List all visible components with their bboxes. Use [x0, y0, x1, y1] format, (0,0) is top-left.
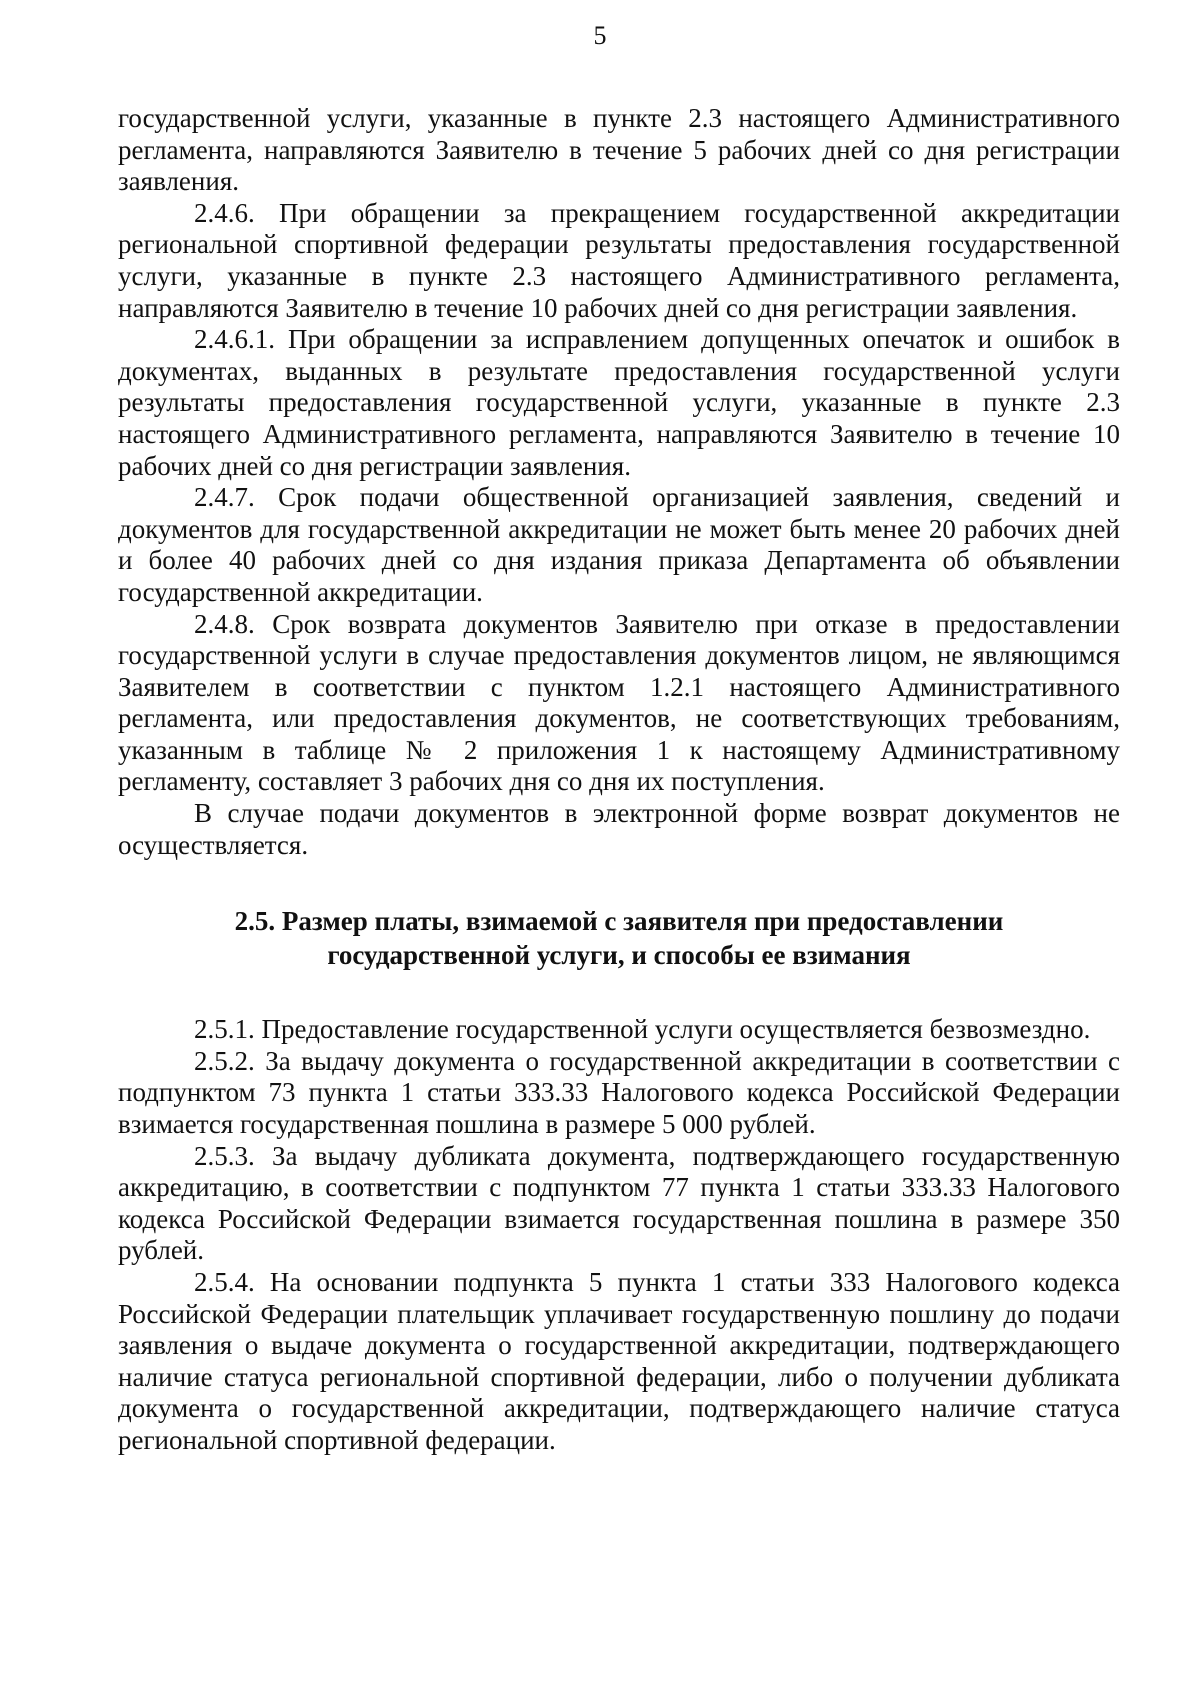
paragraph-2-4-6-1: 2.4.6.1. При обращении за исправлением допущенных опечаток и ошибок в документах, выданных в результате предоставления государственной услуги результаты предоставления государственной услуги, указанные в пункте 2.3 настоящего Административного регламента, направляются Заявителю в течение 10 рабочих дней со дня регистрации заявления. [118, 324, 1120, 481]
section-heading-line-2: государственной услуги, и способы ее взимания [327, 940, 911, 971]
paragraph-2-4-6: 2.4.6. При обращении за прекращением государственной аккредитации региональной спортивной федерации результаты предоставления государственной услуги, указанные в пункте 2.3 настоящего Административного регламента, направляются Заявителю в течение 10 рабочих дней со дня регистрации заявления. [118, 197, 1120, 323]
paragraph-2-5-4: 2.5.4. На основании подпункта 5 пункта 1 статьи 333 Налогового кодекса Российской Федерации плательщик уплачивает государственную пошлину до подачи заявления о выдаче документа о государственной аккредитации, подтверждающего наличие статуса региональной спортивной федерации, либо о получении дубликата документа о государственной аккредитации, подтверждающего наличие статуса региональной спортивной федерации. [118, 1267, 1120, 1455]
section-heading-2-5 [118, 904, 1120, 972]
paragraph-2-5-3: 2.5.3. За выдачу дубликата документа, подтверждающего государственную аккредитацию, в соответствии с подпунктом 77 пункта 1 статьи 333.33 Налогового кодекса Российской Федерации взимается государственная пошлина в размере 350 рублей. [118, 1140, 1120, 1266]
paragraph-electronic-form: В случае подачи документов в электронной форме возврат документов не осуществляется. [118, 798, 1120, 860]
paragraph-continuation: государственной услуги, указанные в пункте 2.3 настоящего Административного регламента, направляются Заявителю в течение 5 рабочих дней со дня регистрации заявления. [118, 103, 1120, 197]
section-heading-line-1: 2.5. Размер платы, взимаемой с заявителя при предоставлении [234, 906, 1004, 937]
paragraph-2-5-1: 2.5.1. Предоставление государственной услуги осуществляется безвозмездно. [194, 1014, 1091, 1045]
paragraph-2-4-7: 2.4.7. Срок подачи общественной организацией заявления, сведений и документов для государственной аккредитации не может быть менее 20 рабочих дней и более 40 рабочих дней со дня издания приказа Департамента об объявлении государственной аккредитации. [118, 482, 1120, 607]
page-number: 5 [593, 21, 607, 50]
document-body [118, 103, 1120, 1457]
paragraph-2-4-8: 2.4.8. Срок возврата документов Заявителю при отказе в предоставлении государственной услуги в случае предоставления документов лицом, не являющимся Заявителем в соответствии с пунктом 1.2.1 настоящего Административного регламента, или предоставления документов, не соответствующих требованиям, указанным в таблице № 2 приложения 1 к настоящему Административному регламенту, составляет 3 рабочих дня со дня их поступления. [118, 608, 1120, 797]
paragraph-2-5-2: 2.5.2. За выдачу документа о государственной аккредитации в соответствии с подпунктом 73 пункта 1 статьи 333.33 Налогового кодекса Российской Федерации взимается государственная пошлина в размере 5 000 рублей. [118, 1045, 1120, 1140]
